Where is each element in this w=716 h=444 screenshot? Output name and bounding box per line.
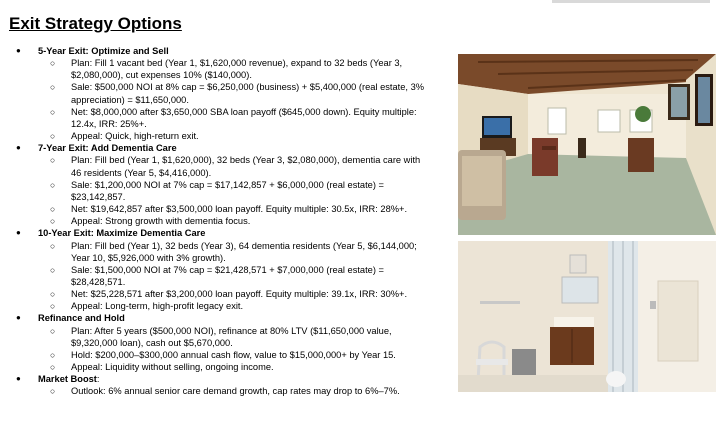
- list-item-line: Hold: $200,000–$300,000 annual cash flow, value to $15,000,000+ by Year 15.: [71, 349, 396, 360]
- list-item-line: Plan: After 5 years ($500,000 NOI), refinance at 80% LTV ($11,650,000 value,: [71, 325, 392, 336]
- list-item: [0, 264, 452, 288]
- page-title: Exit Strategy Options: [9, 14, 182, 33]
- bullet-icon: ●: [16, 228, 21, 238]
- sub-bullet-icon: ○: [50, 106, 56, 117]
- sub-bullet-icon: ○: [50, 216, 56, 227]
- list-item: [0, 325, 452, 349]
- list-item-line: Net: $8,000,000 after $3,650,000 SBA loan payoff ($645,000 down). Equity multiple:: [71, 106, 417, 117]
- sub-bullet-icon: ○: [50, 82, 56, 93]
- list-item-line: Appeal: Strong growth with dementia focus.: [71, 216, 251, 227]
- list-item: [0, 240, 452, 264]
- list-item-line: Year 10, $5,926,000 with 3% growth).: [71, 252, 226, 263]
- sub-bullet-icon: ○: [50, 264, 56, 275]
- list-item-line: Net: $19,642,857 after $3,500,000 loan payoff. Equity multiple: 30.5x, IRR: 28%+.: [71, 204, 408, 215]
- list-item-line: Outlook: 6% annual senior care demand growth, cap rates may drop to 6%–7%.: [71, 386, 400, 397]
- section-heading: 5-Year Exit: Optimize and Sell: [38, 46, 169, 56]
- list-item-line: Appeal: Long-term, high-profit legacy exit.: [71, 301, 244, 312]
- list-item: [0, 215, 452, 227]
- sub-bullet-icon: ○: [50, 301, 56, 312]
- list-item-line: appreciation) = $11,650,000.: [71, 94, 189, 105]
- list-item-line: Sale: $500,000 NOI at 8% cap = $6,250,000 (business) + $5,400,000 (real estate, 3%: [71, 82, 425, 93]
- sub-bullet-icon: ○: [50, 131, 56, 142]
- strategy-section: [0, 45, 452, 57]
- top-divider: [552, 0, 710, 3]
- list-item-line: Appeal: Quick, high-return exit.: [71, 131, 199, 142]
- sub-bullet-icon: ○: [50, 204, 56, 215]
- list-item-line: $28,428,571.: [71, 276, 126, 287]
- section-heading: 7-Year Exit: Add Dementia Care: [38, 143, 177, 154]
- list-item-line: Net: $25,228,571 after $3,200,000 loan payoff. Equity multiple: 39.1x, IRR: 30%+.: [71, 289, 408, 300]
- bathroom-photo: [458, 241, 716, 392]
- sub-bullet-icon: ○: [50, 362, 56, 373]
- section-heading: Market Boost: [38, 374, 97, 385]
- section-heading: Refinance and Hold: [38, 313, 125, 324]
- sub-bullet-icon: ○: [50, 289, 56, 300]
- list-item-line: 46 residents (Year 5, $4,416,000).: [71, 167, 212, 178]
- bullet-icon: ●: [16, 46, 21, 55]
- strategy-list: [0, 45, 452, 398]
- list-item-line: $9,320,000 loan), cash out $5,670,000.: [71, 337, 233, 348]
- list-item: [0, 154, 452, 178]
- strategy-section: [0, 373, 452, 385]
- sub-bullet-icon: ○: [50, 325, 56, 336]
- common-room-photo: [458, 54, 716, 235]
- list-item-line: $23,142,857.: [71, 191, 126, 202]
- list-item-line: Appeal: Liquidity without selling, ongoing income.: [71, 362, 274, 373]
- list-item: [0, 179, 452, 203]
- sub-bullet-icon: ○: [50, 349, 56, 360]
- list-item-line: $2,080,000), cut expenses 10% ($140,000).: [71, 70, 252, 81]
- strategy-section: [0, 142, 452, 154]
- list-item: [0, 288, 452, 300]
- list-item-line: 12.4x, IRR: 25%+.: [71, 118, 147, 129]
- bullet-icon: ●: [16, 374, 21, 384]
- list-item: [0, 130, 452, 142]
- list-item: [0, 300, 452, 312]
- list-item: [0, 349, 452, 361]
- sub-bullet-icon: ○: [50, 240, 56, 251]
- sub-bullet-icon: ○: [50, 58, 56, 69]
- list-item-line: Plan: Fill 1 vacant bed (Year 1, $1,620,000 revenue), expand to 32 beds (Year 3,: [71, 58, 403, 69]
- list-item-line: Plan: Fill bed (Year 1), 32 beds (Year 3), 64 dementia residents (Year 5, $6,144,000;: [71, 240, 417, 251]
- sub-bullet-icon: ○: [50, 155, 56, 166]
- section-heading-suffix: :: [96, 374, 100, 385]
- bullet-icon: ●: [16, 143, 21, 153]
- list-item: [0, 203, 452, 215]
- list-item: [0, 81, 452, 105]
- list-item: [0, 361, 452, 373]
- strategy-section: [0, 312, 452, 324]
- list-item: [0, 106, 452, 130]
- list-item: [0, 57, 452, 81]
- list-item-line: Plan: Fill bed (Year 1, $1,620,000), 32 beds (Year 3, $2,080,000), dementia care with: [71, 155, 421, 166]
- list-item: [0, 385, 452, 397]
- bullet-icon: ●: [16, 313, 21, 323]
- sub-bullet-icon: ○: [50, 386, 56, 397]
- list-item-line: Sale: $1,200,000 NOI at 7% cap = $17,142,857 + $6,000,000 (real estate) =: [71, 179, 384, 190]
- sub-bullet-icon: ○: [50, 179, 56, 190]
- list-item-line: Sale: $1,500,000 NOI at 7% cap = $21,428,571 + $7,000,000 (real estate) =: [71, 264, 384, 275]
- strategy-section: [0, 227, 452, 239]
- section-heading: 10-Year Exit: Maximize Dementia Care: [38, 228, 206, 239]
